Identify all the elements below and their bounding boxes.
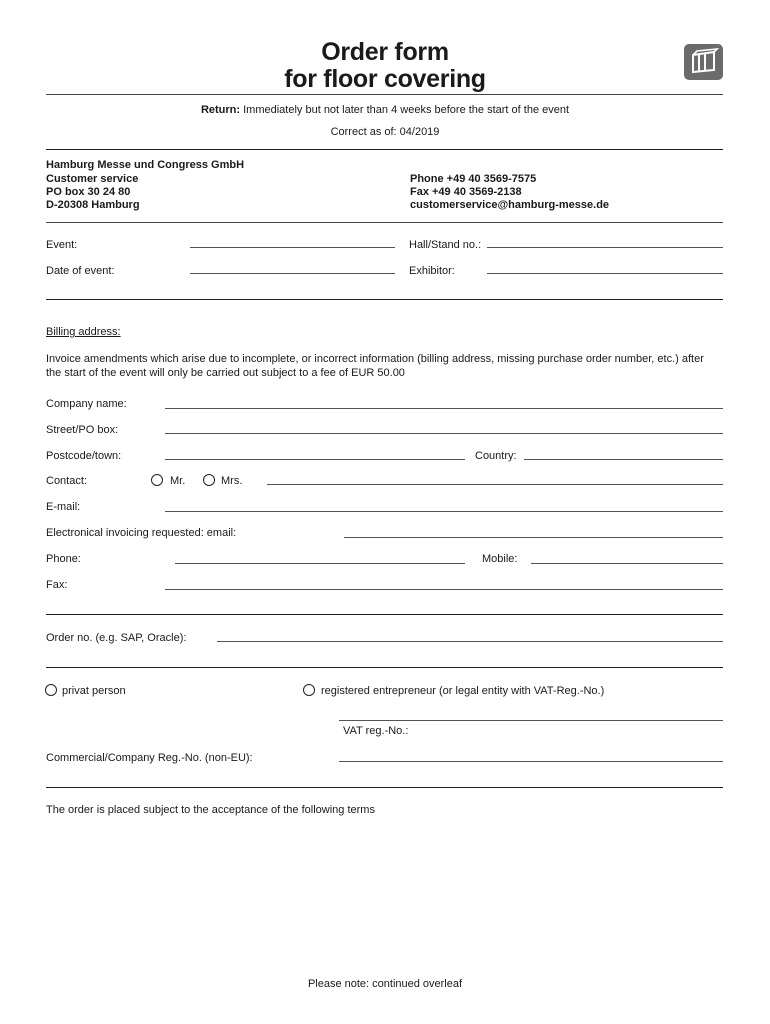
exhibitor-label: Exhibitor: xyxy=(409,265,455,277)
city: D-20308 Hamburg xyxy=(46,199,140,211)
department: Customer service xyxy=(46,173,139,185)
mrs-radio[interactable] xyxy=(203,474,215,486)
event-label: Event: xyxy=(46,239,78,251)
return-text: Immediately but not later than 4 weeks before the start of the event xyxy=(240,104,570,116)
date-of-event-field[interactable] xyxy=(190,273,395,274)
terms-text: The order is placed subject to the acceptance of the following terms xyxy=(46,804,375,816)
vat-reg-field[interactable] xyxy=(339,720,723,721)
section-divider xyxy=(46,149,723,150)
fax-label: Fax: xyxy=(46,579,68,591)
contact-email: customerservice@hamburg-messe.de xyxy=(410,199,610,211)
phone-label: Phone: xyxy=(46,553,81,565)
hamburg-messe-logo-icon xyxy=(684,44,723,80)
billing-note-line1: Invoice amendments which arise due to incomplete, or incorrect information (billing address, missing purchase order number, etc.) after xyxy=(46,353,704,365)
country-field[interactable] xyxy=(524,459,723,460)
form-title-line2: for floor covering xyxy=(284,65,486,93)
mobile-label: Mobile: xyxy=(482,553,518,565)
event-field[interactable] xyxy=(190,247,395,248)
hall-stand-field[interactable] xyxy=(487,247,723,248)
header-divider xyxy=(46,94,723,95)
return-label: Return: xyxy=(200,104,241,116)
email-field[interactable] xyxy=(165,511,723,512)
section-divider xyxy=(46,222,723,223)
vat-reg-label: VAT reg.-No.: xyxy=(343,725,409,737)
street-label: Street/PO box: xyxy=(46,424,119,436)
postcode-label: Postcode/town: xyxy=(46,450,122,462)
einvoice-email-field[interactable] xyxy=(344,537,723,538)
registered-entrepreneur-radio[interactable] xyxy=(303,684,315,696)
country-label: Country: xyxy=(475,450,517,462)
billing-heading: Billing address: xyxy=(46,326,121,338)
exhibitor-field[interactable] xyxy=(487,273,723,274)
company-name-field[interactable] xyxy=(165,408,723,409)
contact-name-field[interactable] xyxy=(267,484,723,485)
commercial-reg-field[interactable] xyxy=(339,761,723,762)
email-label: E-mail: xyxy=(46,501,81,513)
street-field[interactable] xyxy=(165,433,723,434)
company-name-label: Company name: xyxy=(46,398,127,410)
fax-field[interactable] xyxy=(165,589,723,590)
hall-stand-label: Hall/Stand no.: xyxy=(409,239,482,251)
section-divider xyxy=(46,299,723,300)
return-instruction xyxy=(0,104,770,117)
einvoice-label: Electronical invoicing requested: email: xyxy=(46,527,237,539)
mr-radio[interactable] xyxy=(151,474,163,486)
phone-field[interactable] xyxy=(175,563,465,564)
section-divider xyxy=(46,614,723,615)
mobile-field[interactable] xyxy=(531,563,723,564)
billing-note-line2: the start of the event will only be carried out subject to a fee of EUR 50.00 xyxy=(46,367,405,379)
contact-label: Contact: xyxy=(46,475,87,487)
private-person-label: privat person xyxy=(62,685,126,697)
mrs-label: Mrs. xyxy=(221,475,243,487)
form-title-line1: Order form xyxy=(321,38,449,66)
order-no-label: Order no. (e.g. SAP, Oracle): xyxy=(46,632,187,644)
correct-as-of: Correct as of: 04/2019 xyxy=(330,126,440,138)
private-person-radio[interactable] xyxy=(45,684,57,696)
company-name: Hamburg Messe und Congress GmbH xyxy=(46,159,245,171)
po-box: PO box 30 24 80 xyxy=(46,186,131,198)
mr-label: Mr. xyxy=(170,475,186,487)
commercial-reg-label: Commercial/Company Reg.-No. (non-EU): xyxy=(46,752,253,764)
contact-fax: Fax +49 40 3569-2138 xyxy=(410,186,522,198)
section-divider xyxy=(46,667,723,668)
section-divider xyxy=(46,787,723,788)
continued-overleaf-note: Please note: continued overleaf xyxy=(307,978,463,990)
postcode-field[interactable] xyxy=(165,459,465,460)
order-no-field[interactable] xyxy=(217,641,723,642)
contact-phone: Phone +49 40 3569-7575 xyxy=(410,173,537,185)
registered-entrepreneur-label: registered entrepreneur (or legal entity with VAT-Reg.-No.) xyxy=(321,685,605,697)
date-of-event-label: Date of event: xyxy=(46,265,115,277)
